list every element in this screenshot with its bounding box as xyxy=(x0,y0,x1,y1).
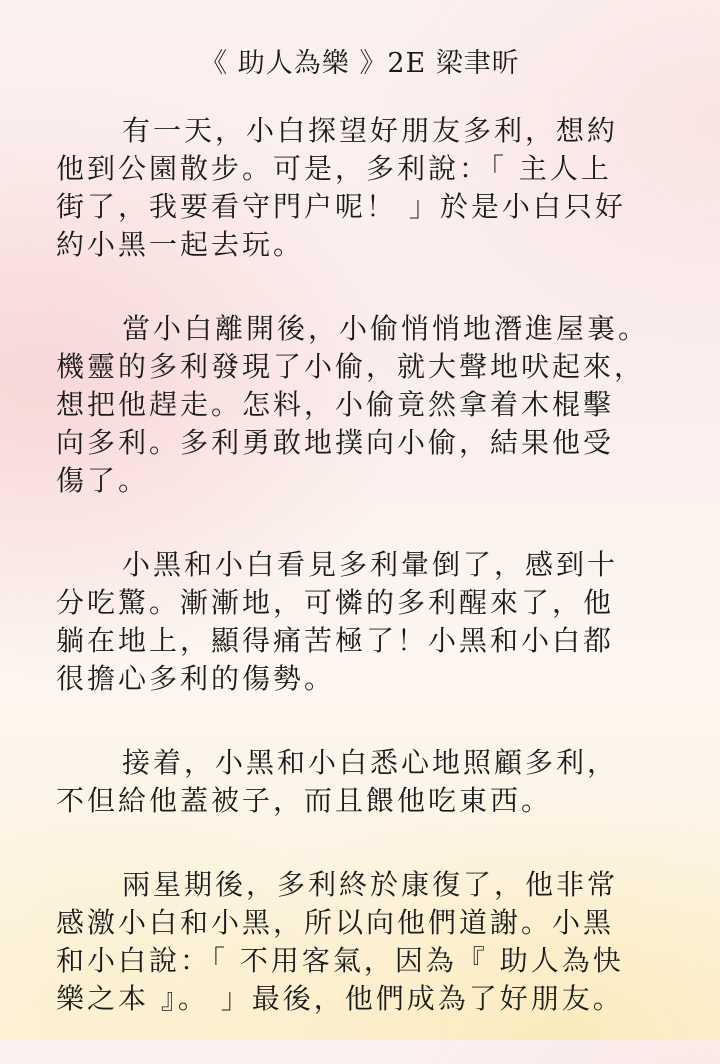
page-title: 《 助人為樂 》2E 梁聿昕 xyxy=(200,48,520,79)
text-line: 約小黑一起去玩。 xyxy=(56,228,305,261)
text-line: 機靈的多利發現了小偷，就大聲地吠起來， xyxy=(56,350,646,383)
text-line: 兩星期後，多利終於康復了，他非常 xyxy=(122,868,619,901)
story-body xyxy=(56,112,668,1064)
paragraph-3 xyxy=(56,546,668,698)
text-line: 躺在地上，顯得痛苦極了！小黑和小白都 xyxy=(56,624,615,657)
text-line: 分吃驚。漸漸地，可憐的多利醒來了，他 xyxy=(56,586,615,619)
paragraph-1 xyxy=(56,112,668,264)
text-line: 傷了。 xyxy=(56,464,150,497)
paragraph-2 xyxy=(56,310,668,500)
text-line: 很擔心多利的傷勢。 xyxy=(56,662,336,695)
text-line: 感激小白和小黑，所以向他們道謝。小黑 xyxy=(56,906,615,939)
text-line: 想把他趕走。怎料，小偷竟然拿着木棍擊 xyxy=(56,388,615,421)
text-line: 樂之本 』。 」最後，他們成為了好朋友。 xyxy=(56,982,624,1015)
text-line: 和小白說：「 不用客氣，因為『 助人為快 xyxy=(56,944,624,977)
text-line: 接着，小黑和小白悉心地照顧多利， xyxy=(122,746,619,779)
paragraph-4 xyxy=(56,744,668,820)
text-line: 小黑和小白看見多利暈倒了，感到十 xyxy=(122,548,619,581)
text-line: 當小白離開後，小偷悄悄地潛進屋裏。 xyxy=(122,312,650,345)
paragraph-5 xyxy=(56,866,668,1018)
text-line: 向多利。多利勇敢地撲向小偷，結果他受 xyxy=(56,426,615,459)
text-line: 不但給他蓋被子，而且餵他吃東西。 xyxy=(56,784,553,817)
text-line: 街了，我要看守門户呢！ 」於是小白只好 xyxy=(56,190,626,223)
text-line: 他到公園散步。可是，多利說：「 主人上 xyxy=(56,152,612,185)
text-line: 有一天，小白探望好朋友多利，想約 xyxy=(122,114,619,147)
